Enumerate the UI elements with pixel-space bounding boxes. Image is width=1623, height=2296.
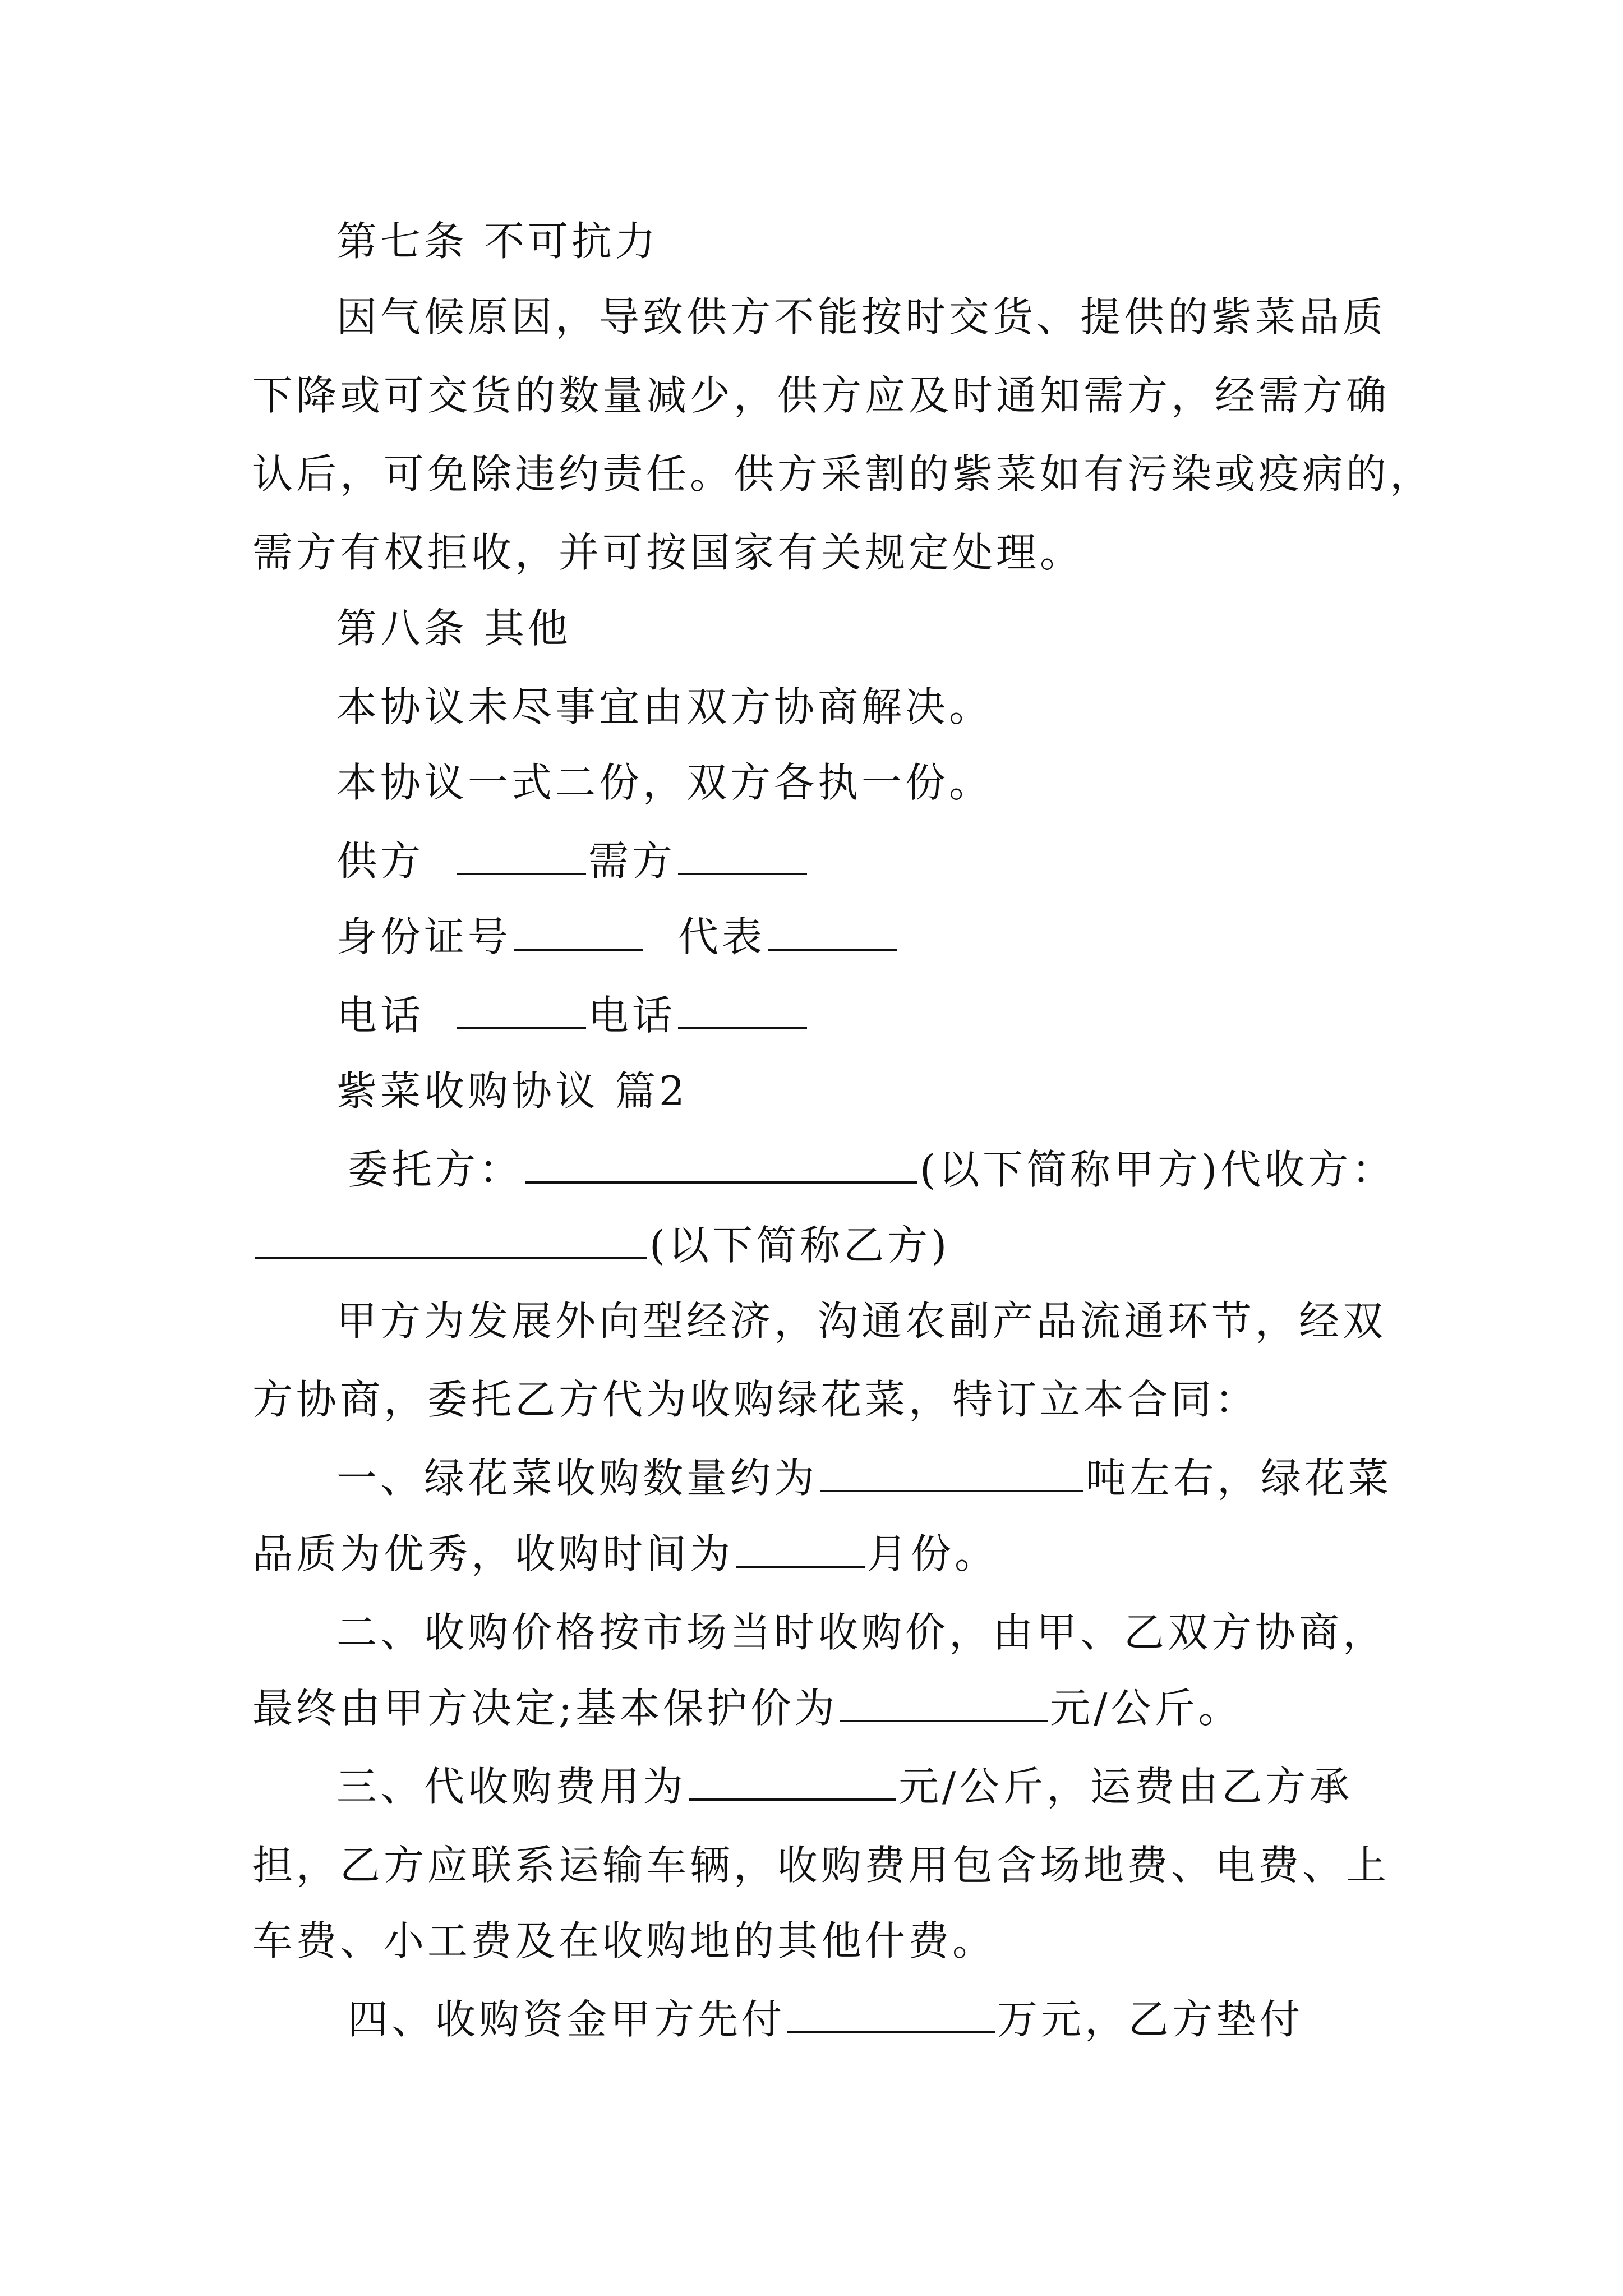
supplier-label: 供方	[336, 838, 425, 885]
intro-line-2: 方协商，委托乙方代为收购绿花菜，特订立本合同：	[252, 1376, 1259, 1423]
signature-row-id	[336, 909, 899, 965]
clause-1-text-b: 吨左右，绿花菜	[1086, 1455, 1393, 1502]
representative-label: 代表	[677, 913, 766, 960]
agent-line	[252, 1217, 950, 1273]
clause-1-line-1	[336, 1450, 1392, 1506]
clause-3-text-b: 元/公斤，运费由乙方承	[898, 1763, 1353, 1810]
protection-price-blank	[840, 1683, 1048, 1722]
article-7-title: 第七条 不可抗力	[336, 218, 659, 265]
client-label: 委托方：	[348, 1146, 523, 1193]
signature-row-parties	[336, 833, 809, 889]
client-line	[348, 1142, 1395, 1198]
clause-1-text-c: 品质为优秀，收购时间为	[252, 1530, 734, 1577]
phone-label-2: 电话	[588, 992, 676, 1039]
client-suffix: (以下简称甲方)代收方：	[920, 1146, 1396, 1193]
agency-fee-blank	[689, 1761, 896, 1801]
clause-2-text-a: 最终由甲方决定;基本保护价为	[252, 1685, 838, 1732]
phone-blank-2	[678, 990, 807, 1029]
buyer-label: 需方	[588, 838, 676, 885]
id-number-label: 身份证号	[336, 913, 512, 960]
clause-2-line-2	[252, 1680, 1242, 1736]
clause-3-line-3: 车费、小工费及在收购地的其他什费。	[252, 1917, 997, 1964]
phone-blank-1	[457, 990, 586, 1029]
client-blank	[525, 1144, 917, 1184]
clause-3-line-1	[336, 1759, 1353, 1815]
clause-4-text-a: 四、收购资金甲方先付	[348, 1996, 786, 2043]
article-8-text-2: 本协议一式二份，双方各执一份。	[336, 759, 993, 806]
article-8-title: 第八条 其他	[336, 605, 571, 652]
article-8-text-1: 本协议未尽事宜由双方协商解决。	[336, 683, 993, 730]
section-2-title: 紫菜收购协议 篇2	[336, 1068, 688, 1115]
clause-2-text-b: 元/公斤。	[1050, 1685, 1242, 1732]
clause-1-text-a: 一、绿花菜收购数量约为	[336, 1455, 818, 1502]
supplier-blank	[457, 836, 586, 875]
advance-payment-blank	[787, 1994, 995, 2033]
clause-4-text-b: 万元，乙方垫付	[997, 1996, 1304, 2043]
article-7-text-line-4: 需方有权拒收，并可按国家有关规定处理。	[252, 529, 1084, 576]
article-7-text-line-1: 因气候原因，导致供方不能按时交货、提供的紫菜品质	[336, 293, 1387, 341]
article-7-text-line-2: 下降或可交货的数量减少，供方应及时通知需方，经需方确	[252, 372, 1390, 419]
month-blank	[736, 1529, 865, 1568]
buyer-blank	[678, 836, 807, 875]
intro-line-1: 甲方为发展外向型经济，沟通农副产品流通环节，经双	[336, 1297, 1387, 1345]
agent-suffix: (以下简称乙方)	[649, 1222, 951, 1269]
phone-label-1: 电话	[336, 992, 425, 1039]
signature-row-phone	[336, 987, 809, 1043]
representative-blank	[768, 912, 897, 951]
clause-3-text-a: 三、代收购费用为	[336, 1763, 687, 1810]
agent-blank	[255, 1220, 647, 1259]
article-7-text-line-3: 认后，可免除违约责任。供方采割的紫菜如有污染或疫病的，	[252, 450, 1434, 498]
clause-4-line-1	[348, 1991, 1303, 2047]
clause-1-line-2	[252, 1526, 998, 1582]
quantity-blank	[820, 1453, 1083, 1492]
clause-2-line-1: 二、收购价格按市场当时收购价，由甲、乙双方协商，	[336, 1609, 1387, 1656]
clause-3-line-2: 担，乙方应联系运输车辆，收购费用包含场地费、电费、上	[252, 1842, 1390, 1889]
clause-1-text-d: 月份。	[867, 1530, 999, 1577]
id-number-blank	[514, 912, 643, 951]
